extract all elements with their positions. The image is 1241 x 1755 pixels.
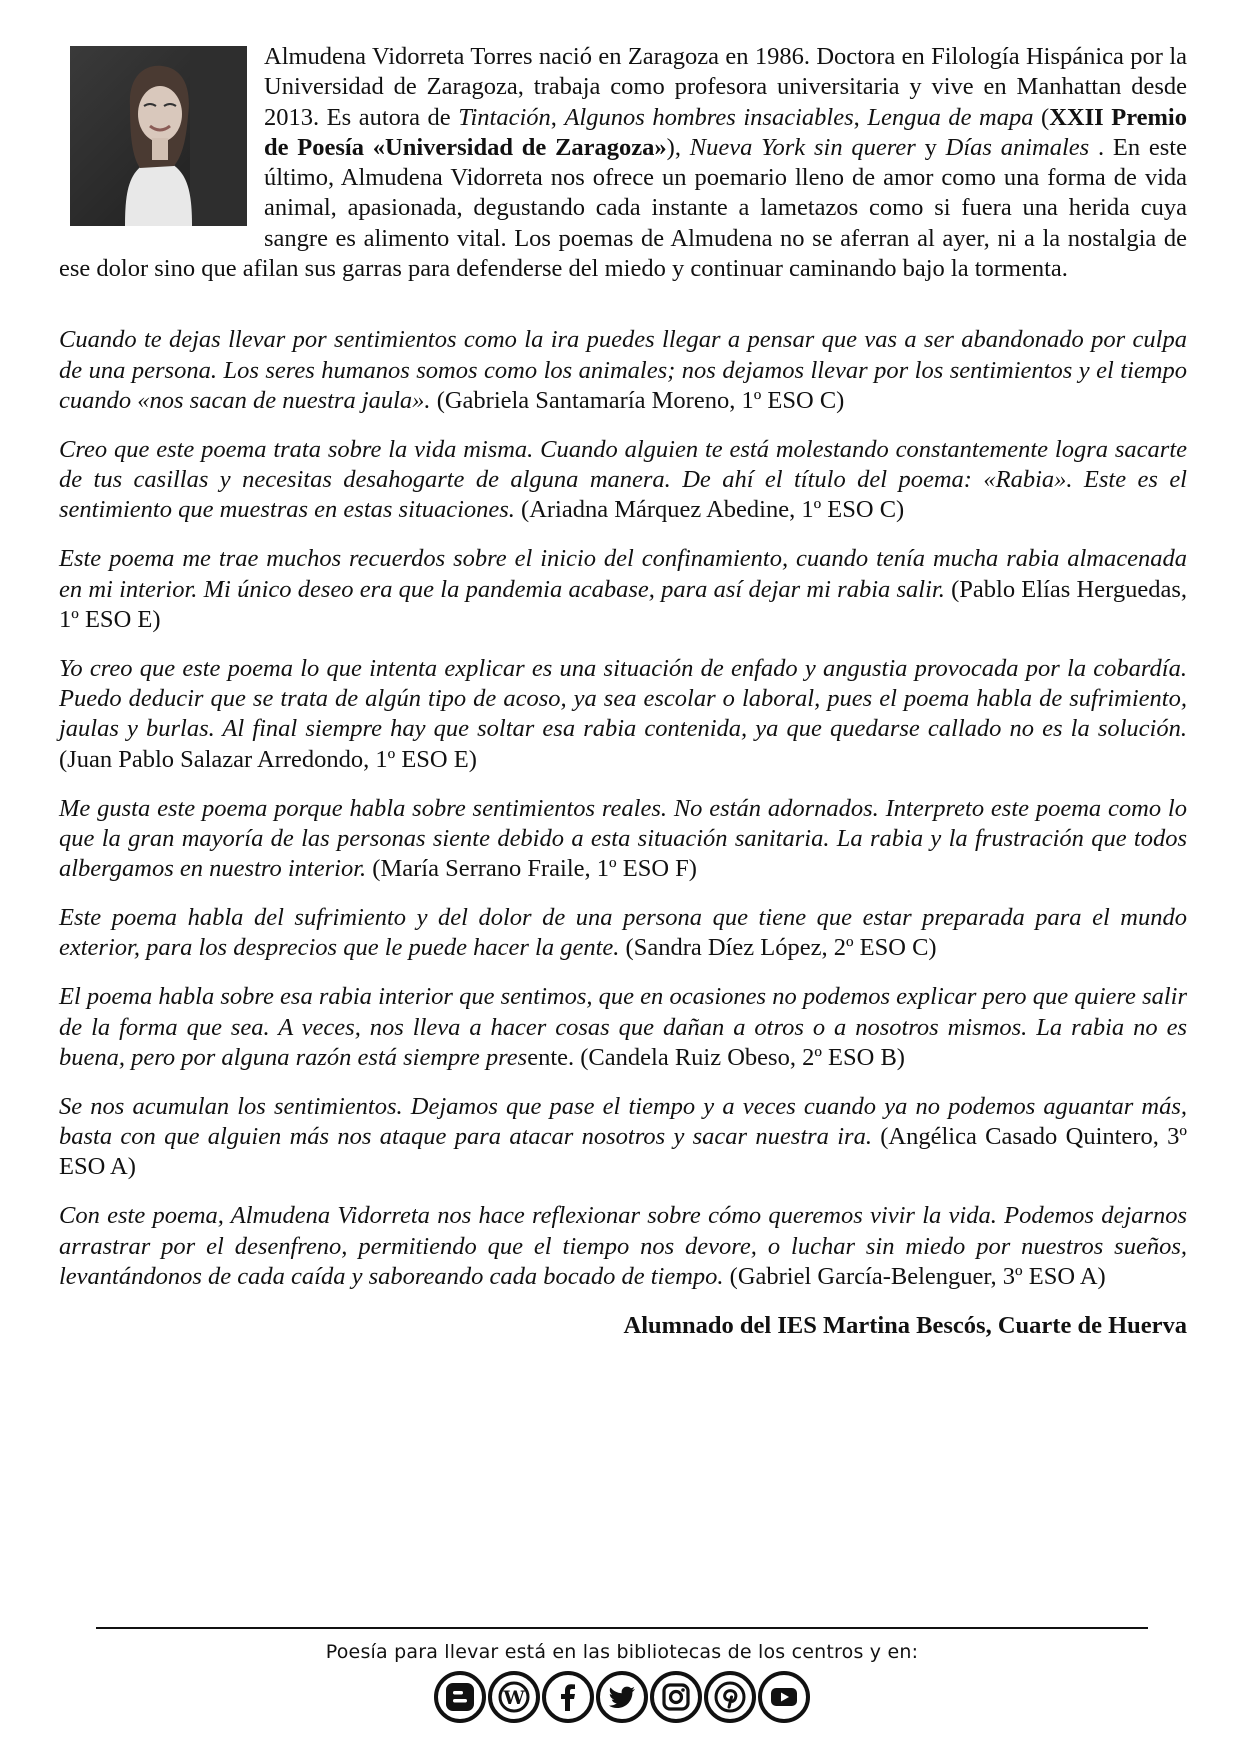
student-comments	[59, 325, 1187, 1292]
author-photo	[70, 46, 247, 226]
comment-9: Con este poema, Almudena Vidorreta nos hace reflexionar sobre cómo queremos vivir la vida. Podemos dejarnos arrastrar por el desenfreno, permitiendo que el tiempo nos devore, o luchar sin miedo por nuestros sueños, levantándonos de cada caída y saboreando cada bocado de tiempo. (Gabriel García-Belenguer, 3º ESO A)	[59, 1202, 1187, 1290]
instagram-icon[interactable]	[650, 1671, 702, 1723]
author-bio: Almudena Vidorreta Torres nació en Zaragoza en 1986. Doctora en Filología Hispánica por la Universidad de Zaragoza, trabaja como profesora universitaria y vive en Manhattan desde 2013. Es autora de Tintación, Algunos hombres insaciables, Lengua de mapa (XXII Premio de Poesía «Universidad de Zaragoza»), Nueva York sin querer y Días animales . En este último, Almudena Vidorreta nos ofrece un poemario lleno de amor como una forma de vida animal, apasionada, degustando cada instante a lametazos como si fuera una herida cuya sangre es alimento vital. Los poemas de Almudena no se aferran al ayer, ni a la nostalgia de ese dolor sino que afilan sus garras para defenderse del miedo y continuar caminando bajo la tormenta.	[59, 43, 1187, 283]
comment-3: Este poema me trae muchos recuerdos sobre el inicio del confinamiento, cuando tenía mucha rabia almacenada en mi interior. Mi único deseo era que la pandemia acabase, para así dejar mi rabia salir. (Pablo Elías Herguedas, 1º ESO E)	[59, 545, 1187, 633]
svg-text:W: W	[503, 1687, 525, 1709]
comment-4: Yo creo que este poema lo que intenta explicar es una situación de enfado y angustia provocada por la cobardía. Puedo deducir que se trata de algún tipo de acoso, ya sea escolar o laboral, pues el poema habla de sufrimiento, jaulas y burlas. Al final siempre hay que soltar esa rabia contenida, ya que quedarse callado no es la solución. (Juan Pablo Salazar Arredondo, 1º ESO E)	[59, 654, 1187, 773]
comment-1: Cuando te dejas llevar por sentimientos como la ira puedes llegar a pensar que vas a ser abandonado por culpa de una persona. Los seres humanos somos como los animales; nos dejamos llevar por los sentimientos y el tiempo cuando «nos sacan de nuestra jaula». (Gabriela Santamaría Moreno, 1º ESO C)	[59, 326, 1187, 414]
footer	[96, 1627, 1148, 1723]
comment-2: Creo que este poema trata sobre la vida misma. Cuando alguien te está molestando constantemente logra sacarte de tus casillas y necesitas desahogarte de alguna manera. De ahí el título del poema: «Rabia». Este es el sentimiento que muestras en estas situaciones. (Ariadna Márquez Abedine, 1º ESO C)	[59, 435, 1187, 524]
award-name: XXII Premio de Poesía «Universidad de Zaragoza»	[264, 103, 1187, 161]
page-content	[59, 42, 1187, 1340]
facebook-icon[interactable]	[542, 1671, 594, 1723]
wordpress-icon[interactable]	[488, 1671, 540, 1723]
blogger-icon[interactable]	[434, 1671, 486, 1723]
twitter-icon[interactable]	[596, 1671, 648, 1723]
footer-text: Poesía para llevar está en las bibliotecas de los centros y en:	[325, 1641, 919, 1663]
social-links	[96, 1671, 1148, 1723]
pinterest-icon[interactable]	[704, 1671, 756, 1723]
comment-8: Se nos acumulan los sentimientos. Dejamos que pase el tiempo y a veces cuando ya no podemos aguantar más, basta con que alguien más nos ataque para atacar nosotros y sacar nuestra ira. (Angélica Casado Quintero, 3º ESO A)	[59, 1092, 1187, 1181]
footer-divider	[96, 1627, 1148, 1629]
youtube-icon[interactable]	[758, 1671, 810, 1723]
comment-7: El poema habla sobre esa rabia interior que sentimos, que en ocasiones no podemos explicar pero que quiere salir de la forma que sea. A veces, nos lleva a hacer cosas que dañan a otros o a nosotros mismos. La rabia no es buena, pero por alguna razón está siempre presente. (Candela Ruiz Obeso, 2º ESO B)	[59, 983, 1187, 1071]
comment-5: Me gusta este poema porque habla sobre sentimientos reales. No están adornados. Interpreto este poema como lo que la gran mayoría de las personas siente debido a esta situación sanitaria. La rabia y la frustración que todos albergamos en nuestro interior. (María Serrano Fraile, 1º ESO F)	[59, 794, 1187, 883]
comment-6: Este poema habla del sufrimiento y del dolor de una persona que tiene que estar preparada para el mundo exterior, para los desprecios que le puede hacer la gente. (Sandra Díez López, 2º ESO C)	[59, 904, 1187, 962]
signature: Alumnado del IES Martina Bescós, Cuarte de Huerva	[623, 1312, 1187, 1340]
